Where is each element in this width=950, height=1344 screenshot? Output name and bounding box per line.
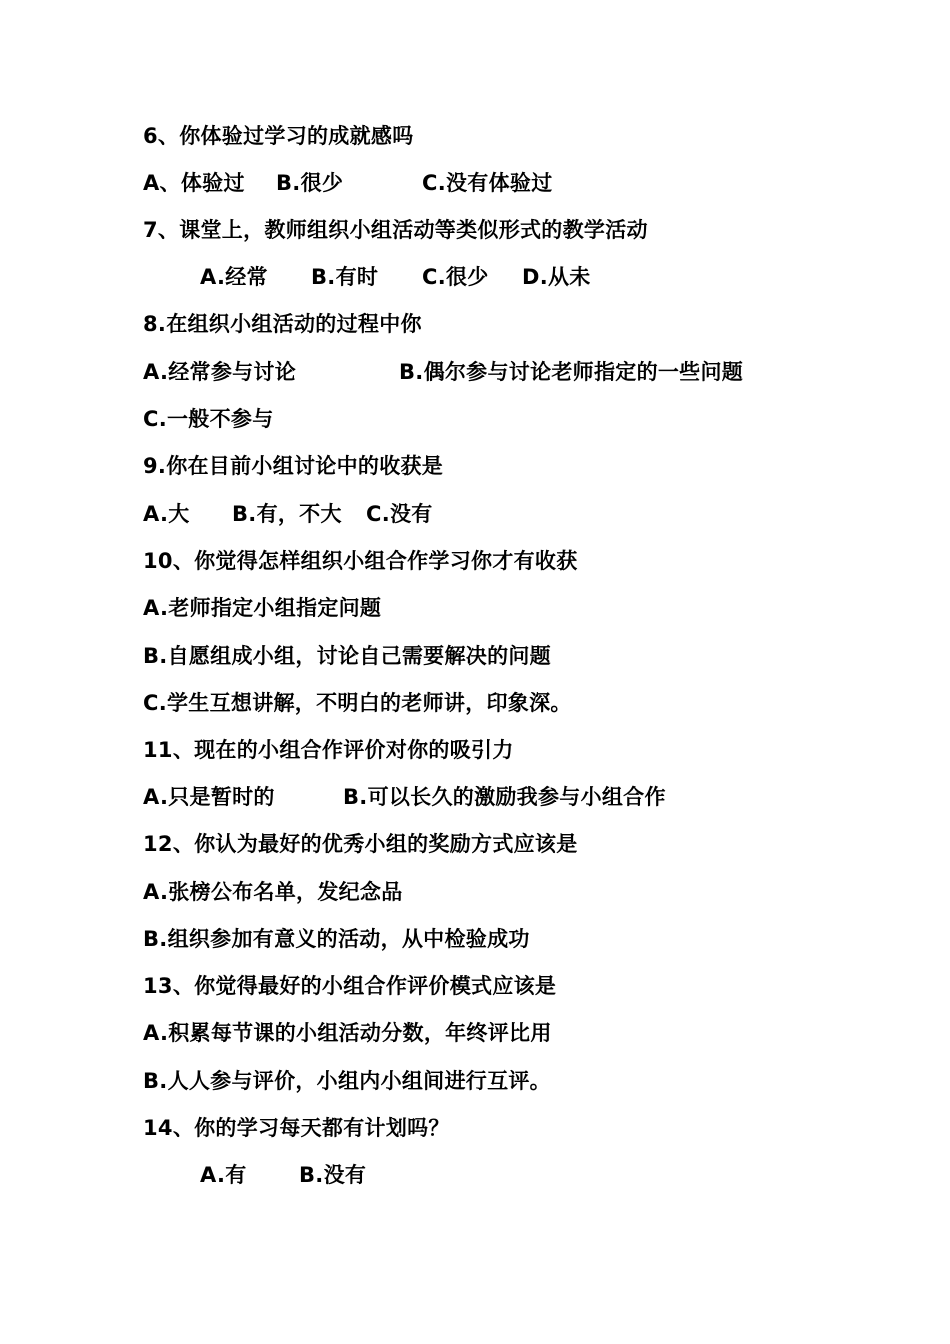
question-12: 12、你认为最好的优秀小组的奖励方式应该是 — [143, 832, 578, 856]
question-6: 6、你体验过学习的成就感吗 — [143, 124, 414, 148]
option-7-d: D.从未 — [522, 265, 591, 289]
option-8-b: B.偶尔参与讨论老师指定的一些问题 — [399, 360, 744, 384]
question-10: 10、你觉得怎样组织小组合作学习你才有收获 — [143, 549, 578, 573]
option-11-a: A.只是暂时的 — [143, 785, 275, 809]
option-12-a: A.张榜公布名单，发纪念品 — [143, 880, 403, 904]
option-7-c: C.很少 — [422, 265, 489, 289]
option-10-c: C.学生互想讲解，不明白的老师讲，印象深。 — [143, 691, 572, 715]
option-6-b: B.很少 — [276, 171, 344, 195]
option-8-a: A.经常参与讨论 — [143, 360, 297, 384]
option-13-a: A.积累每节课的小组活动分数，年终评比用 — [143, 1021, 552, 1045]
option-6-a: A、体验过 — [143, 171, 245, 195]
question-7: 7、课堂上，教师组织小组活动等类似形式的教学活动 — [143, 218, 648, 242]
option-9-a: A.大 — [143, 502, 190, 526]
option-10-a: A.老师指定小组指定问题 — [143, 596, 382, 620]
option-7-a: A.经常 — [200, 265, 268, 289]
question-14: 14、你的学习每天都有计划吗？ — [143, 1116, 450, 1140]
option-13-b: B.人人参与评价，小组内小组间进行互评。 — [143, 1069, 551, 1093]
option-14-b: B.没有 — [299, 1163, 367, 1187]
question-8: 8.在组织小组活动的过程中你 — [143, 312, 422, 336]
option-6-c: C.没有体验过 — [422, 171, 553, 195]
option-10-b: B.自愿组成小组，讨论自己需要解决的问题 — [143, 644, 551, 668]
option-12-b: B.组织参加有意义的活动，从中检验成功 — [143, 927, 530, 951]
option-7-b: B.有时 — [311, 265, 379, 289]
question-9: 9.你在目前小组讨论中的收获是 — [143, 454, 444, 478]
question-13: 13、你觉得最好的小组合作评价模式应该是 — [143, 974, 557, 998]
option-8-c: C.一般不参与 — [143, 407, 274, 431]
option-9-b: B.有，不大 — [232, 502, 342, 526]
option-14-a: A.有 — [200, 1163, 247, 1187]
option-11-b: B.可以长久的激励我参与小组合作 — [343, 785, 666, 809]
question-11: 11、现在的小组合作评价对你的吸引力 — [143, 738, 514, 762]
option-9-c: C.没有 — [366, 502, 433, 526]
